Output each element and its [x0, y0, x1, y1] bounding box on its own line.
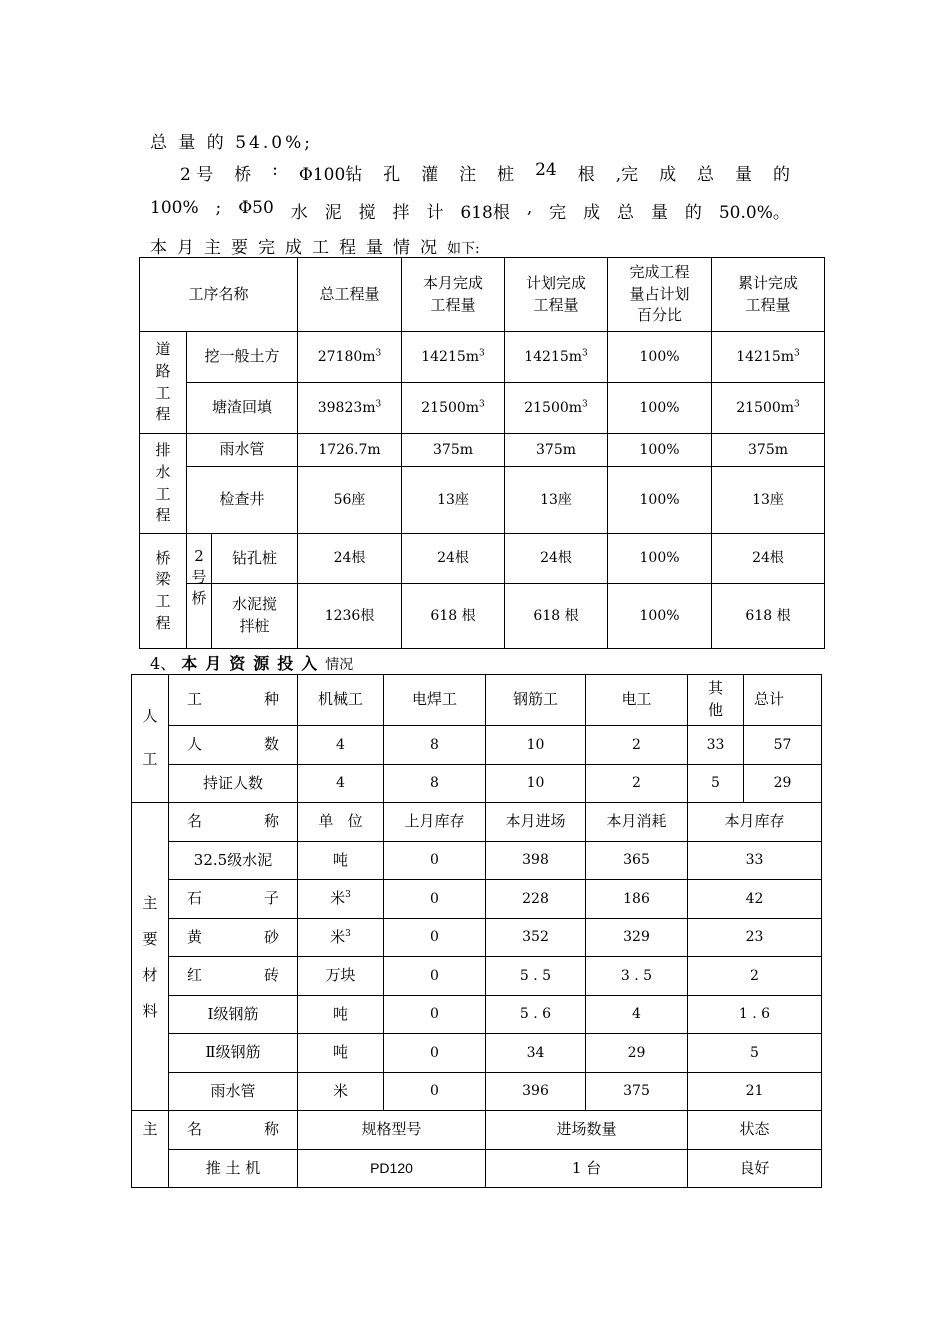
- row-item: 钻孔桩: [232, 548, 278, 567]
- group-bridge: 桥 梁 工 程: [140, 534, 187, 649]
- intro-line-3: 100% ; Φ50 水 泥 搅 拌 计 618根 , 完 成 总 量 的 50.0%。: [150, 198, 790, 223]
- group-road: 道 路 工 程: [140, 332, 187, 434]
- table-row: 人 数 4 8 10 2 33 57: [132, 726, 822, 765]
- group-drainage: 排 水 工 程: [140, 434, 187, 534]
- labor-header-row: 人 工 工 种 机械工 电焊工 钢筋工 电工 其 他 总计: [132, 675, 822, 726]
- header-total: 总工程量: [298, 258, 402, 332]
- table-row: Ⅰ级钢筋 吨 0 5 . 6 4 1 . 6: [132, 996, 822, 1034]
- materials-side-label: 主 要 材 料: [132, 803, 169, 1111]
- resources-table: [131, 674, 822, 1188]
- header-cumulative: 累计完成 工程量: [712, 258, 825, 332]
- table-header-row: [140, 258, 825, 332]
- equipment-side-label: 主: [132, 1111, 169, 1188]
- table-row: 持证人数 4 8 10 2 5 29: [132, 765, 822, 803]
- header-month: 本月完成 工程量: [402, 258, 505, 332]
- header-process-name: 工序名称: [140, 258, 298, 332]
- equipment-header-row: 主 名 称 规格型号 进场数量 状态: [132, 1111, 822, 1150]
- table-row: 红 砖 万块 0 5 . 5 3 . 5 2: [132, 957, 822, 996]
- table-row: 塘渣回填 $39823m^3$ $21500m^3$ $21500m^3$ 100% $21500m^3$: [140, 383, 825, 434]
- materials-header-row: 主 要 材 料 名 称 单 位 上月库存 本月进场 本月消耗 本月库存: [132, 803, 822, 842]
- intro-line-2: 2 号 桥 : Φ100钻 孔 灌 注 桩 24 根 ,完 成 总 量 的: [180, 160, 790, 185]
- table-row: 石 子 米$^3$ 0 228 186 42: [132, 880, 822, 919]
- header-plan: 计划完成 工程量: [505, 258, 608, 332]
- table-row: 黄 砂 米$^3$ 0 352 329 23: [132, 919, 822, 957]
- row-item: 雨水管: [187, 434, 298, 467]
- row-item: 水泥搅 拌桩: [232, 595, 278, 635]
- section-heading-resources: 4、 本月资源投入情况: [150, 654, 354, 673]
- table-row: 雨水管 米 0 396 375 21: [132, 1073, 822, 1111]
- progress-table: [139, 257, 825, 649]
- table-row: 道 路 工 程 挖一般土方 $27180m^3$ $14215m^3$ $14215m^3$ 100% $14215m^3$: [140, 332, 825, 383]
- table-row: 桥 梁 工 程 钻孔桩 24根 24根 24根 100% 24根: [140, 534, 825, 584]
- intro-line-1: 总 量 的 54.0%;: [150, 133, 313, 153]
- table-row: 32.5级水泥 吨 0 398 365 33: [132, 842, 822, 880]
- bridge-2-label: 2 号 桥: [191, 547, 207, 607]
- row-item: 塘渣回填: [187, 383, 298, 434]
- section-heading-progress: 本月主要完成工程量情况如下:: [150, 238, 480, 258]
- table-row: 检查井 56座 13座 13座 100% 13座: [140, 467, 825, 534]
- table-row: 推 土 机 PD120 1 台 良好: [132, 1150, 822, 1188]
- row-item: 挖一般土方: [187, 332, 298, 383]
- table-row: 水泥搅 拌桩 2 号 桥 1236根 618 根 618 根 100% 618 根: [140, 584, 825, 649]
- row-item: 检查井: [187, 467, 298, 534]
- table-row: 排 水 工 程 雨水管 1726.7m 375m 375m 100% 375m: [140, 434, 825, 467]
- labor-side-label: 人 工: [132, 675, 169, 803]
- header-percent: 完成工程 量占计划 百分比: [608, 258, 712, 332]
- table-row: Ⅱ级钢筋 吨 0 34 29 5: [132, 1034, 822, 1073]
